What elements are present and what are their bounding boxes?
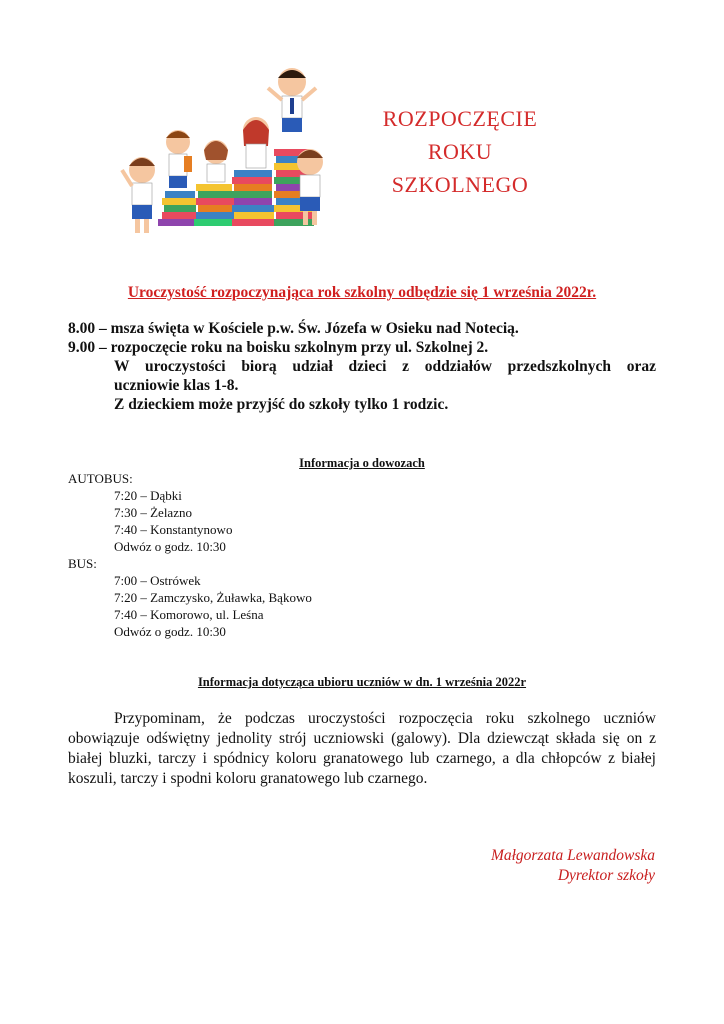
transport-heading: Informacja o dowozach xyxy=(299,456,425,470)
schedule-opening: 9.00 – rozpoczęcie roku na boisku szkolnym przy ul. Szkolnej 2. xyxy=(68,339,489,356)
boy-top-waving-icon xyxy=(268,68,316,132)
page-title xyxy=(360,102,560,201)
girl-icon xyxy=(204,140,228,182)
signature xyxy=(491,846,655,886)
schedule-participants-cont: uczniowie klas 1-8. xyxy=(114,377,239,394)
boy-left-icon xyxy=(122,157,155,233)
signature-role: Dyrektor szkoły xyxy=(557,867,655,884)
bus-label: BUS: xyxy=(68,556,97,571)
autobus-return: Odwóz o godz. 10:30 xyxy=(114,539,226,554)
title-line: ROKU xyxy=(427,139,493,164)
title-line: ROZPOCZĘCIE xyxy=(382,106,538,131)
children-on-books-illustration xyxy=(118,62,350,240)
schedule-participants: W uroczystości biorą udział dzieci z oddziałów przedszkolnych oraz xyxy=(114,358,656,375)
schedule-block xyxy=(68,319,656,414)
bus-return: Odwóz o godz. 10:30 xyxy=(114,624,226,639)
bus-item: 7:20 – Zamczysko, Żuławka, Bąkowo xyxy=(114,590,312,605)
girl-center-icon xyxy=(243,117,269,168)
bus-item: 7:00 – Ostrówek xyxy=(114,573,201,588)
signature-name: Małgorzata Lewandowska xyxy=(490,847,655,864)
autobus-label: AUTOBUS: xyxy=(68,471,133,486)
schedule-mass: 8.00 – msza święta w Kościele p.w. Św. Józefa w Osieku nad Notecią. xyxy=(68,320,519,337)
autobus-item: 7:20 – Dąbki xyxy=(114,488,182,503)
transport-list xyxy=(68,470,312,640)
autobus-item: 7:30 – Żelazno xyxy=(114,505,192,520)
dress-heading: Informacja dotycząca ubioru uczniów w dn. 1 września 2022r xyxy=(197,675,527,689)
bus-item: 7:40 – Komorowo, ul. Leśna xyxy=(114,607,264,622)
autobus-item: 7:40 – Konstantynowo xyxy=(114,522,233,537)
dress-paragraph: Przypominam, że podczas uroczystości rozpoczęcia roku szkolnego uczniów obowiązuje odświętny jednolity strój uczniowski (galowy). Dla dziewcząt składa się on z białej bluzki, tarczy i spódnicy koloru granatowego lub czarnego, a dla chłopców z białej koszuli, tarczy i spodni koloru granatowego lub czarnego. xyxy=(68,710,656,787)
opening-announcement: Uroczystość rozpoczynająca rok szkolny odbędzie się 1 września 2022r. xyxy=(127,284,597,301)
boy-backpack-icon xyxy=(166,130,192,188)
schedule-parent-note: Z dzieckiem może przyjść do szkoły tylko 1 rodzic. xyxy=(114,396,449,413)
title-line: SZKOLNEGO xyxy=(391,172,529,197)
